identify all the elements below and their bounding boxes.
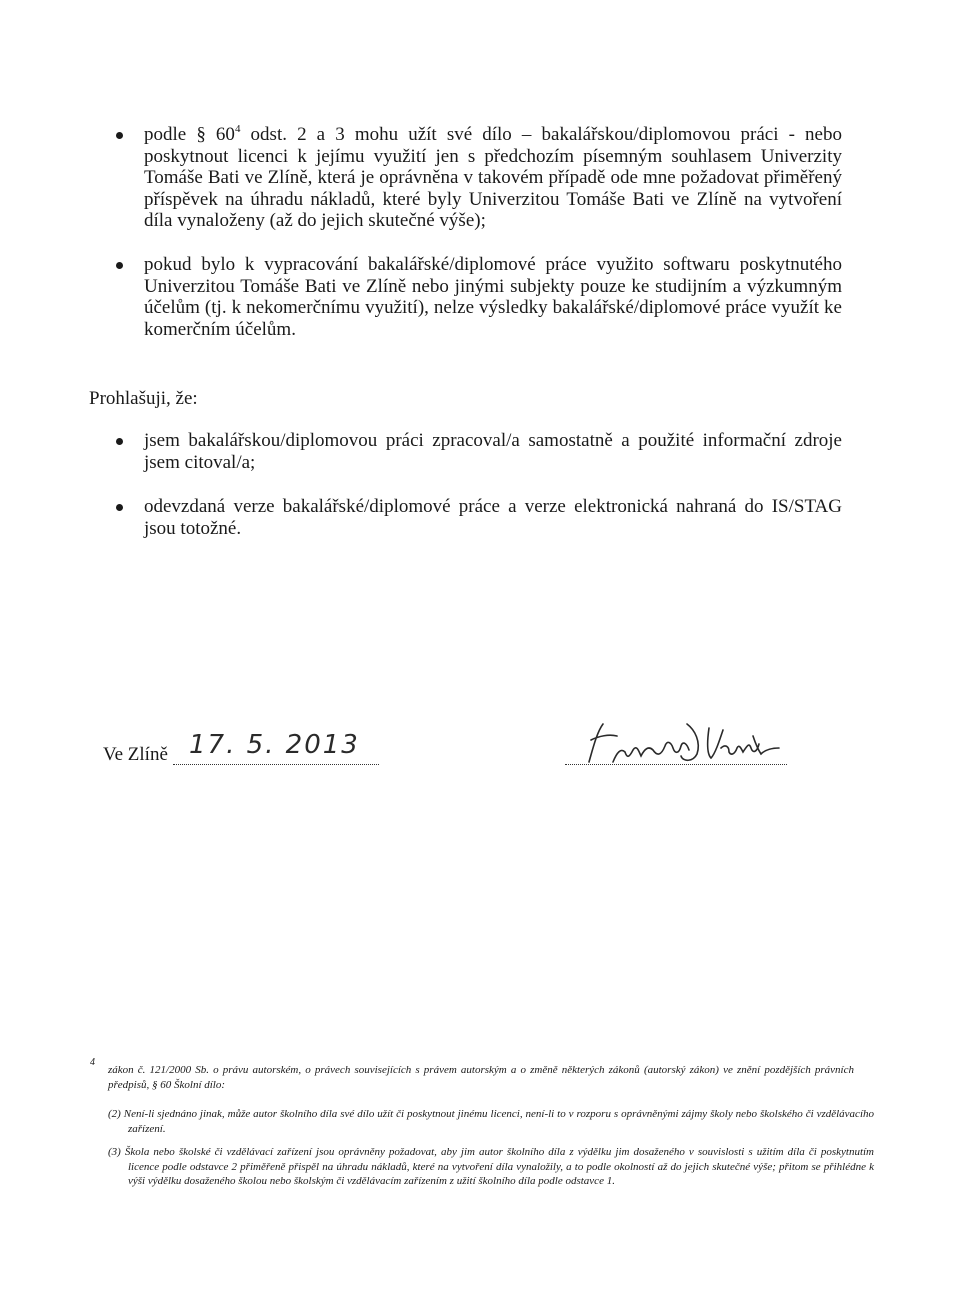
handwritten-signature [583,718,783,768]
bullet-item-licence [144,124,842,232]
bullet-item-software: pokud bylo k vypracování bakalářské/diplomové práce využito softwaru poskytnutého Univerzitou Tomáše Bati ve Zlíně nebo jinými subjekty pouze ke studijním a výzkumným účelům (tj. k nekomerčnímu využití), nelze výsledky bakalářské/diplomové práce využít ke komerčním účelům. [144,254,842,340]
footnote-paragraph-3: (3) Škola nebo školské či vzdělávací zařízení jsou oprávněny požadovat, aby jim autor školního díla z výdělku jim dosaženého v souvislosti s užitím díla či poskytnutím licence podle odstavce 2 přiměřeně přispěl na úhradu nákladů, které na vytvoření díla vynaložily, a to podle okolností až do jejich skutečné výše; přitom se přihlédne k výši výdělku dosaženého školou nebo školským či vzdělávacím zařízením z užití školního díla podle odstavce 1. [108,1146,874,1187]
signature-block [103,730,803,780]
date-dotted-line [173,764,379,765]
signature-dotted-line [565,764,787,765]
declaration-heading: Prohlašuji, že: [89,388,198,409]
footnote-lead: zákon č. 121/2000 Sb. o právu autorském, o právech souvisejících s právem autorským a o změně některých zákonů (autorský zákon) ve znění pozdějších právních předpisů, § 60 Školní dílo: [108,1064,854,1091]
place-label: Ve Zlíně [103,744,168,765]
footnote-paragraph-2: (2) Není-li sjednáno jinak, může autor školního díla své dílo užít či poskytnout jinému licenci, není-li to v rozporu s oprávněnými zájmy školy nebo školského či vzdělávacího zařízení. [108,1108,874,1135]
footnote-reference: 4 [234,123,241,135]
footnote-marker: 4 [90,1057,95,1068]
bullet-text-continued: odst. 2 a 3 mohu užít své dílo – bakalářskou/diplomovou práci - nebo poskytnout licenci k jejímu využití jen s předchozím písemným souhlasem Univerzity Tomáše Bati ve Zlíně, která je oprávněna v takovém případě ode mne požadovat přiměřený příspěvek na úhradu nákladů, které byly Univerzitou Tomáše Bati ve Zlíně na vytvoření díla vynaloženy (až do jejich skutečné výše); [144,124,842,231]
bullet-text: podle § 60 [144,124,235,145]
bullet-item-identical-versions: odevzdaná verze bakalářské/diplomové práce a verze elektronická nahraná do IS/STAG jsou totožné. [144,496,842,539]
handwritten-date: 17. 5. 2013 [189,730,360,760]
bullet-item-independent-work: jsem bakalářskou/diplomovou práci zpracoval/a samostatně a použité informační zdroje jsem citoval/a; [144,430,842,473]
